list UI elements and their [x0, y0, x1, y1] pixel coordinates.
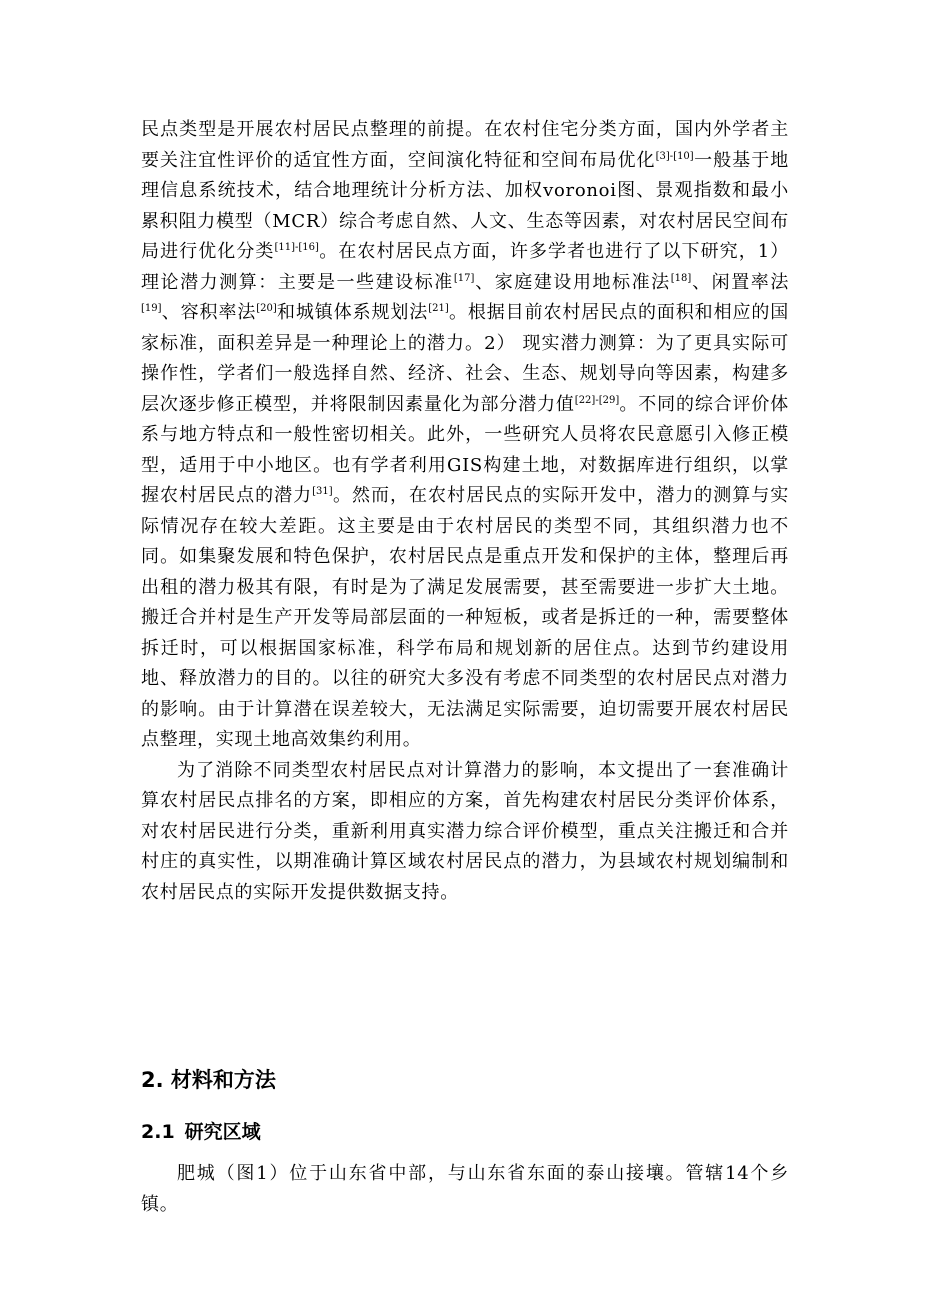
text-run: 、闲置率法	[691, 271, 790, 293]
text-run: 民点类型是开展农村居民点整理的前提。在农村住宅分类方面，国内外学者主要关注宜性评价的适宜性方面，空间演化特征和空间布局优化	[141, 119, 789, 171]
citation: [17]	[453, 272, 475, 284]
text-run: 、容积率法	[161, 302, 257, 323]
citation: [20]	[256, 303, 277, 314]
citation: [3]-[10]	[655, 150, 694, 162]
text-run: 和城镇体系规划法	[276, 302, 429, 323]
text-run: 、家庭建设用地标准法	[474, 271, 671, 293]
paragraph-3: 肥城（图1）位于山东省中部，与山东省东面的泰山接壤。管辖14个乡镇。	[141, 1163, 789, 1215]
citation: [22]-[29]	[574, 394, 620, 406]
citation: [31]	[312, 486, 333, 497]
subsection-title: 研究区域	[184, 1121, 261, 1143]
text-run: 一般基于地理信息系统技术，结合地理统计分析方法、加权voronoi图、景观指数和最小累积阻力模型（MCR）综合考虑自然、人文、生态等因素，对农村居民空间布局进行优化分类	[141, 149, 790, 262]
citation: [11]-[16]	[274, 242, 319, 253]
citation: [19]	[141, 303, 162, 314]
citation: [18]	[670, 272, 692, 284]
body-text-continued	[141, 1159, 789, 1220]
text-run: 。然而，在农村居民点的实际开发中，潜力的测算与实际情况存在较大差距。这主要是由于农村居民的类型不同，其组织潜力也不同。如集聚发展和特色保护，农村居民点是重点开发和保护的主体，整理后再出租的潜力极其有限，有时是为了满足发展需要，甚至需要进一步扩大土地。搬迁合并村是生产开发等局部层面的一种短板，或者是拆迁的一种，需要整体拆迁时，可以根据国家标准，科学布局和规划新的居住点。达到节约建设用地、释放潜力的目的。以往的研究大多没有考虑不同类型的农村居民点对潜力的影响。由于计算潜在误差较大，无法满足实际需要，迫切需要开展农村居民点整理，实现土地高效集约利用。	[141, 485, 789, 750]
paragraph-1	[141, 115, 789, 756]
text-run: 。根据目前农村居民点的面积和相应的国家标准，面积差异是一种理论上的潜力。2） 现实潜力测算：为了更具实际可操作性，学者们一般选择自然、经济、社会、生态、规划导向等因素，构建多层次逐步修正模型，并将限制因素量化为部分潜力值	[141, 302, 789, 415]
subsection-heading	[141, 1120, 261, 1144]
paragraph-2: 为了消除不同类型农村居民点对计算潜力的影响，本文提出了一套准确计算农村居民点排名的方案，即相应的方案，首先构建农村居民分类评价体系，对农村居民进行分类，重新利用真实潜力综合评价模型，重点关注搬迁和合并村庄的真实性，以期准确计算区域农村居民点的潜力，为县域农村规划编制和农村居民点的实际开发提供数据支持。	[141, 759, 789, 903]
body-text	[141, 115, 789, 908]
text-run: 。在农村居民点方面，许多学者也进行了以下研究，1）理论潜力测算：主要是一些建设标准	[141, 241, 789, 293]
text-run: 。不同的综合评价体系与地方特点和一般性密切相关。此外，一些研究人员将农民意愿引入修正模型，适用于中小地区。也有学者利用GIS构建土地，对数据库进行组织，以掌握农村居民点的潜力	[141, 393, 789, 506]
subsection-number: 2.1	[141, 1121, 175, 1143]
citation: [21]	[428, 303, 449, 314]
section-heading: 2. 材料和方法	[141, 1068, 276, 1092]
